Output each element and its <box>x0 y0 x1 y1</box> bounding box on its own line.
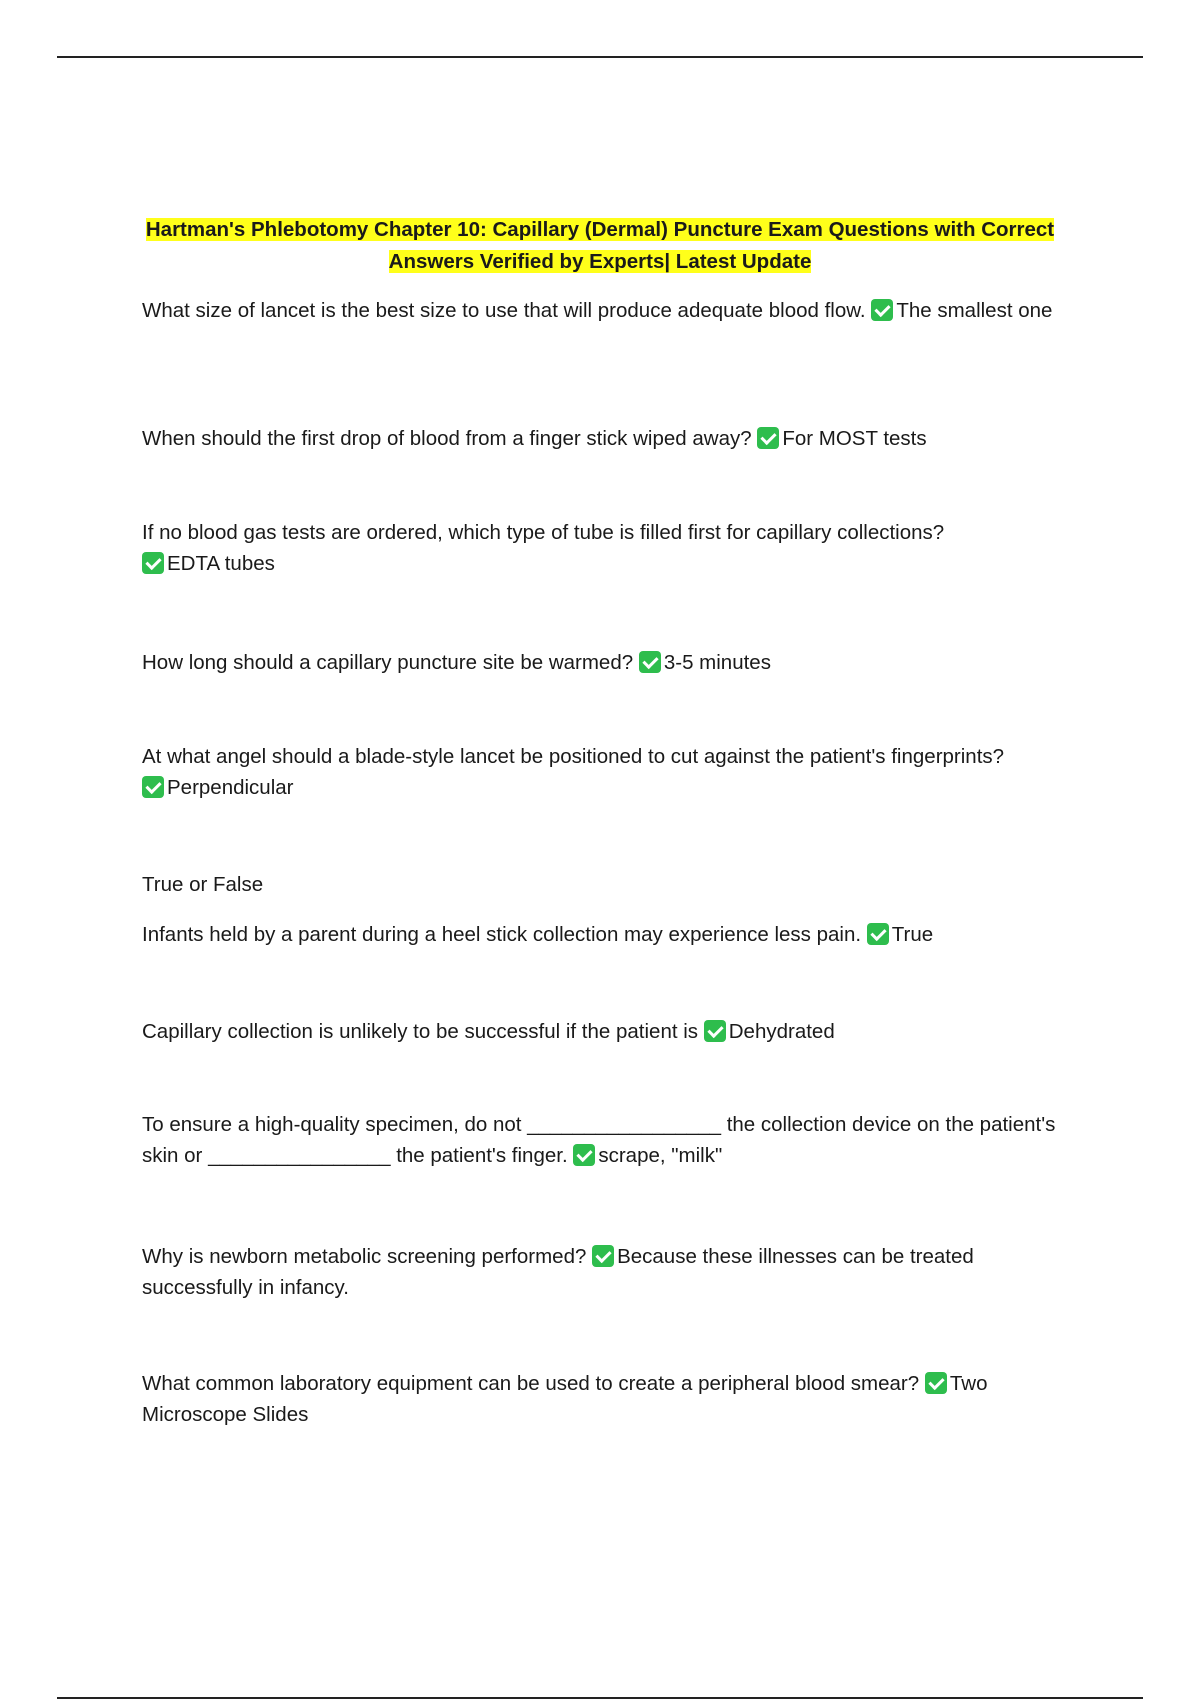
answer-text: True <box>891 923 934 946</box>
qa-item-1 <box>142 295 1072 326</box>
question-text: To ensure a high-quality specimen, do not _________________ the collection device on the patient's skin or ________________ the patient's finger. <box>142 1113 1056 1167</box>
header-rule <box>57 56 1143 58</box>
check-box-icon <box>592 1245 614 1267</box>
answer-text: Dehydrated <box>728 1020 835 1043</box>
footer-rule <box>57 1697 1143 1699</box>
answer-text: 3-5 minutes <box>663 651 771 674</box>
true-false-label: True or False <box>142 873 264 896</box>
check-box-icon <box>142 776 164 798</box>
check-box-icon <box>142 552 164 574</box>
check-box-icon <box>757 427 779 449</box>
answer-text: EDTA tubes <box>167 552 275 575</box>
question-text: If no blood gas tests are ordered, which type of tube is filled first for capillary collections? <box>142 521 945 544</box>
question-text: Why is newborn metabolic screening performed? <box>142 1245 587 1268</box>
question-text: Capillary collection is unlikely to be successful if the patient is <box>142 1020 699 1043</box>
check-box-icon <box>925 1372 947 1394</box>
qa-item-7 <box>142 1016 1072 1047</box>
answer-text: Perpendicular <box>167 776 294 799</box>
qa-item-9 <box>142 1241 1072 1303</box>
question-text: Infants held by a parent during a heel stick collection may experience less pain. <box>142 923 862 946</box>
check-box-icon <box>867 923 889 945</box>
qa-item-5 <box>142 741 1072 803</box>
document-title <box>120 214 1080 278</box>
question-text: What size of lancet is the best size to use that will produce adequate blood flow. <box>142 299 866 322</box>
qa-item-4 <box>142 647 1072 678</box>
answer-text: The smallest one <box>896 299 1053 322</box>
answer-text: Two Microscope Slides <box>142 1372 988 1426</box>
question-text: What common laboratory equipment can be used to create a peripheral blood smear? <box>142 1372 920 1395</box>
check-box-icon <box>871 299 893 321</box>
check-box-icon <box>573 1144 595 1166</box>
title-line-1: Hartman's Phlebotomy Chapter 10: Capillary (Dermal) Puncture Exam Questions with Correct <box>145 218 1055 241</box>
title-line-2: Answers Verified by Experts| Latest Update <box>388 250 812 273</box>
qa-item-3 <box>142 517 1072 579</box>
check-box-icon <box>704 1020 726 1042</box>
qa-item-6 <box>142 919 1072 950</box>
check-box-icon <box>639 651 661 673</box>
answer-text: For MOST tests <box>782 427 927 450</box>
question-text: When should the first drop of blood from a finger stick wiped away? <box>142 427 752 450</box>
answer-text: scrape, "milk" <box>598 1144 723 1167</box>
qa-item-8 <box>142 1109 1072 1171</box>
qa-item-2 <box>142 423 1072 454</box>
question-text: How long should a capillary puncture site be warmed? <box>142 651 634 674</box>
answer-text: Because these illnesses can be treated successfully in infancy. <box>142 1245 974 1299</box>
question-text: At what angel should a blade-style lancet be positioned to cut against the patient's fingerprints? <box>142 745 1005 768</box>
qa-item-10 <box>142 1368 1072 1430</box>
